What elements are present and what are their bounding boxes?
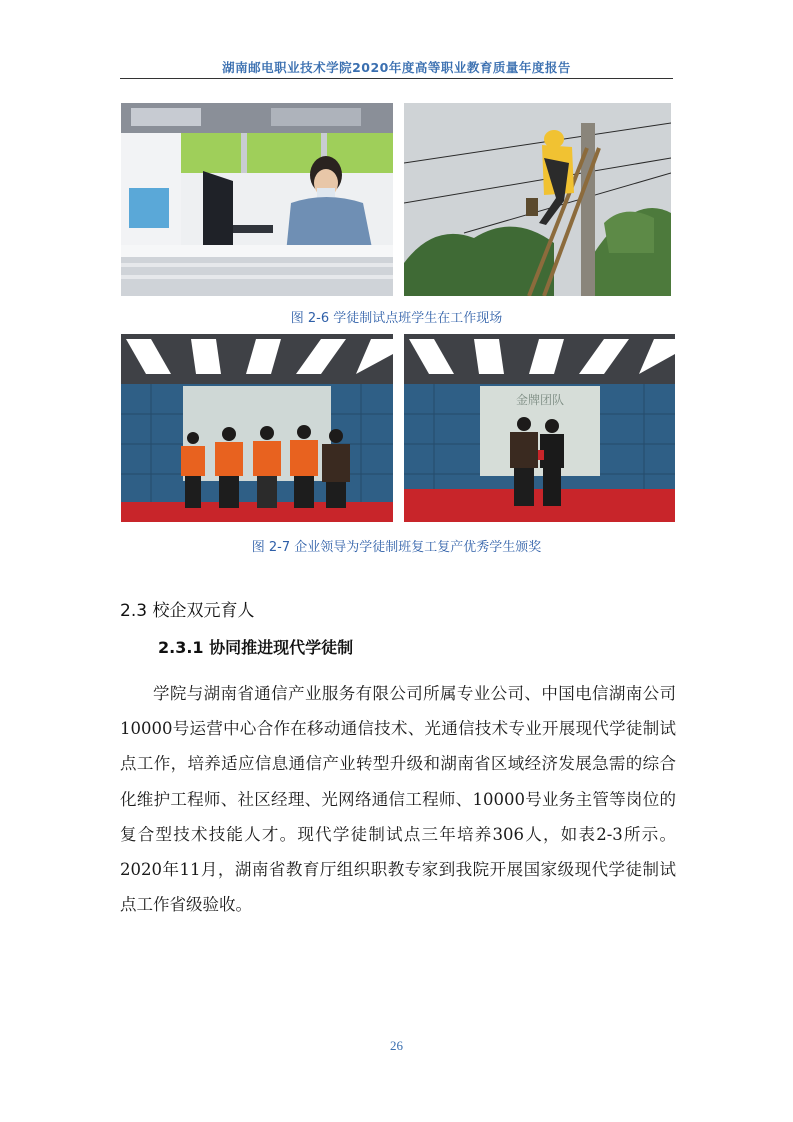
body-paragraph: 学院与湖南省通信产业服务有限公司所属专业公司、中国电信湖南公司10000号运营中心合作在移动通信技术、光通信技术专业开展现代学徒制试点工作，培养适应信息通信产业转型升级和湖南省区域经济发展急需的综合化维护工程师、社区经理、光网络通信工程师、10000号业务主管等岗位的复合型技术技能人才。现代学徒制试点三年培养306人，如表2-3所示。2020年11月，湖南省教育厅组织职教专家到我院开展国家级现代学徒制试点工作省级验收。	[120, 684, 676, 915]
report-header-title: 湖南邮电职业技术学院2020年度高等职业教育质量年度报告	[222, 60, 571, 75]
section-heading: 2.3 校企双元育人	[120, 601, 255, 621]
screen-text: 金牌团队	[515, 393, 565, 407]
award-ceremony-group-photo	[121, 334, 393, 522]
figure-2-7-caption: 图 2-7 企业领导为学徒制班复工复产优秀学生颁奖	[251, 540, 542, 555]
call-center-student-photo	[121, 103, 393, 296]
subsection-heading: 2.3.1 协同推进现代学徒制	[158, 638, 354, 657]
header-divider	[120, 78, 673, 79]
award-ceremony-pair-photo	[404, 334, 675, 522]
figure-2-6-caption: 图 2-6 学徒制试点班学生在工作现场	[290, 311, 503, 326]
telecom-pole-worker-photo	[404, 103, 671, 296]
page-number: 26	[390, 1038, 403, 1053]
